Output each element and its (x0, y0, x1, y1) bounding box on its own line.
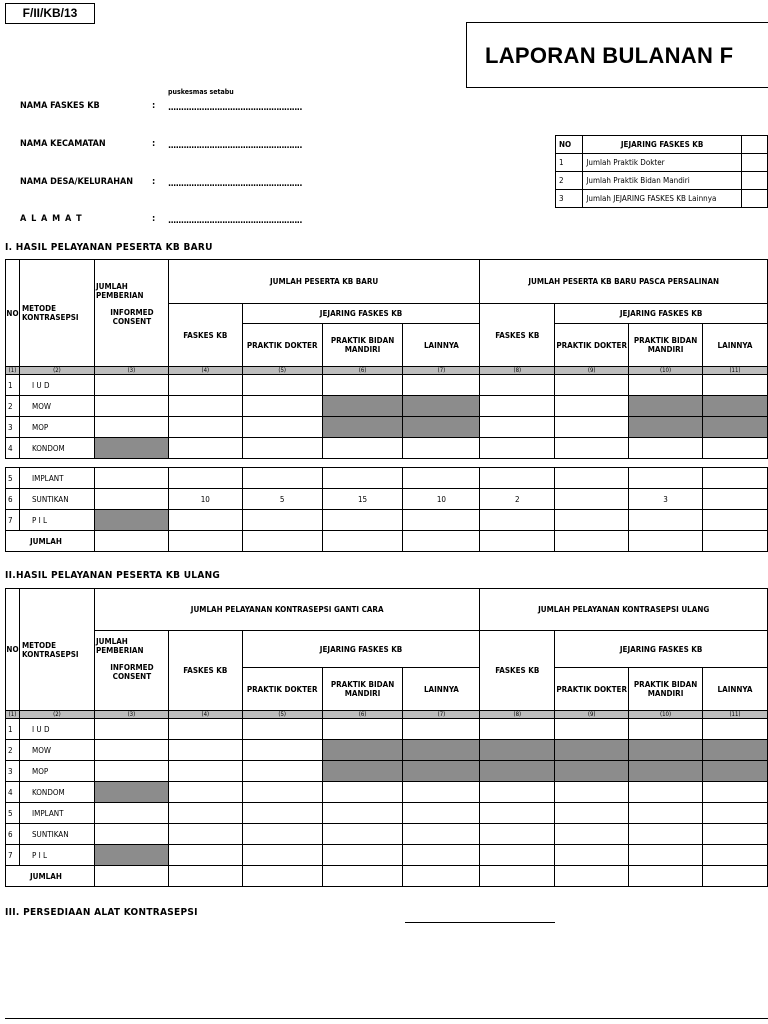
data-cell[interactable] (322, 782, 403, 803)
header-lainnya: LAINNYA (703, 668, 768, 711)
table-row (6, 740, 768, 761)
header-praktik-dokter: PRAKTIK DOKTER (555, 668, 629, 711)
total-cell[interactable] (242, 531, 322, 552)
table-row (6, 761, 768, 782)
row-number: 3 (6, 417, 20, 438)
shaded-cell (94, 782, 168, 803)
row-number: 5 (6, 468, 20, 489)
data-cell[interactable] (629, 824, 703, 845)
total-cell[interactable] (403, 531, 480, 552)
data-cell[interactable] (480, 782, 555, 803)
data-cell[interactable] (242, 803, 322, 824)
header-lainnya: LAINNYA (403, 324, 480, 367)
report-title: LAPORAN BULANAN F (485, 43, 734, 68)
data-cell[interactable] (403, 782, 480, 803)
col-index: (2) (19, 711, 94, 719)
shaded-cell (322, 396, 403, 417)
metode-label: KONDOM (19, 438, 94, 459)
header-praktik-bidan: PRAKTIK BIDAN MANDIRI (322, 324, 403, 367)
data-cell[interactable] (703, 510, 768, 531)
row-number: 3 (6, 761, 20, 782)
col-index: (3) (94, 367, 168, 375)
table-row (6, 375, 768, 396)
jejaring-header-value (741, 136, 767, 154)
data-cell[interactable] (94, 740, 168, 761)
data-cell[interactable] (629, 845, 703, 866)
total-cell[interactable] (403, 866, 480, 887)
sep-colon: : (152, 101, 156, 111)
table-row (6, 782, 768, 803)
table-row (6, 510, 768, 531)
data-cell[interactable] (168, 740, 242, 761)
data-cell[interactable] (480, 824, 555, 845)
sep-colon: : (152, 139, 156, 149)
header-jumlah-pemberian-text: JUMLAH PEMBERIAN (95, 637, 144, 655)
metode-label: SUNTIKAN (19, 824, 94, 845)
gap-cell (6, 459, 768, 468)
data-cell[interactable] (703, 719, 768, 740)
data-cell[interactable] (322, 824, 403, 845)
header-group-pasca: JUMLAH PESERTA KB BARU PASCA PERSALINAN (480, 260, 768, 304)
col-index: (10) (629, 711, 703, 719)
table-row (6, 845, 768, 866)
data-cell[interactable] (94, 824, 168, 845)
row-number: 1 (6, 375, 20, 396)
jejaring-header-label: JEJARING FASKES KB (583, 136, 742, 154)
data-cell[interactable] (703, 803, 768, 824)
next-table-edge (5, 1018, 768, 1019)
shaded-cell (629, 396, 703, 417)
data-cell[interactable] (403, 824, 480, 845)
col-index: (7) (403, 711, 480, 719)
shaded-cell (629, 761, 703, 782)
header-praktik-dokter: PRAKTIK DOKTER (242, 668, 322, 711)
title-box (466, 22, 768, 88)
table-row (6, 803, 768, 824)
data-cell[interactable] (403, 468, 480, 489)
jejaring-label: Jumlah Praktik Bidan Mandiri (583, 172, 742, 190)
row-number: 2 (6, 396, 20, 417)
section1-title: I. HASIL PELAYANAN PESERTA KB BARU (5, 242, 213, 253)
header-praktik-bidan: PRAKTIK BIDAN MANDIRI (629, 668, 703, 711)
data-cell[interactable] (168, 375, 242, 396)
header-jumlah-pemberian (94, 631, 168, 711)
col-index: (4) (168, 711, 242, 719)
header-jejaring: JEJARING FASKES KB (555, 631, 768, 668)
header-faskes: FASKES KB (168, 304, 242, 367)
signature-line (405, 922, 555, 923)
data-cell[interactable] (555, 417, 629, 438)
data-cell[interactable]: 3 (629, 489, 703, 510)
shaded-cell (403, 761, 480, 782)
data-cell[interactable] (322, 510, 403, 531)
data-cell[interactable] (629, 803, 703, 824)
section1-table (5, 259, 768, 552)
data-cell[interactable] (94, 803, 168, 824)
data-cell[interactable] (242, 845, 322, 866)
col-index: (3) (94, 711, 168, 719)
data-cell[interactable] (242, 375, 322, 396)
shaded-cell (322, 761, 403, 782)
table-row (6, 824, 768, 845)
label-nama-desa: NAMA DESA/KELURAHAN (20, 177, 134, 187)
jejaring-label: Jumlah Praktik Dokter (583, 154, 742, 172)
data-cell[interactable] (555, 824, 629, 845)
shaded-cell (629, 740, 703, 761)
data-cell[interactable] (168, 510, 242, 531)
total-cell[interactable] (94, 531, 168, 552)
total-cell[interactable] (629, 531, 703, 552)
header-group-ulang: JUMLAH PELAYANAN KONTRASEPSI ULANG (480, 589, 768, 631)
header-jumlah-pemberian-text: JUMLAH PEMBERIAN (95, 282, 144, 300)
col-index: (6) (322, 367, 403, 375)
data-cell[interactable] (555, 845, 629, 866)
total-cell[interactable] (168, 531, 242, 552)
data-cell[interactable] (242, 417, 322, 438)
data-cell[interactable] (168, 803, 242, 824)
data-cell[interactable] (94, 417, 168, 438)
metode-label: IMPLANT (19, 468, 94, 489)
section2-table (5, 588, 768, 887)
data-cell[interactable] (403, 803, 480, 824)
row-number: 1 (6, 719, 20, 740)
shaded-cell (403, 396, 480, 417)
header-informed-consent: INFORMED CONSENT (110, 308, 154, 326)
metode-label: MOP (19, 417, 94, 438)
metode-label: MOP (19, 761, 94, 782)
jejaring-value-cell[interactable] (741, 154, 767, 172)
sep-colon: : (152, 214, 156, 224)
col-index: (5) (242, 367, 322, 375)
jejaring-header-no: NO (556, 136, 583, 154)
sep-colon: : (152, 177, 156, 187)
alamat-field[interactable]: .................................................... (168, 216, 302, 226)
col-index: (8) (480, 711, 555, 719)
data-cell[interactable] (242, 782, 322, 803)
header-faskes: FASKES KB (480, 631, 555, 711)
total-cell[interactable] (322, 866, 403, 887)
header-informed-consent: INFORMED CONSENT (110, 663, 154, 681)
data-cell[interactable] (555, 438, 629, 459)
total-cell[interactable] (480, 866, 555, 887)
header-lainnya: LAINNYA (403, 668, 480, 711)
jejaring-label: Jumlah JEJARING FASKES KB Lainnya (583, 190, 742, 208)
section3-title: III. PERSEDIAAN ALAT KONTRASEPSI (5, 907, 198, 918)
data-cell[interactable]: 10 (168, 489, 242, 510)
data-cell[interactable] (703, 438, 768, 459)
shaded-cell (703, 417, 768, 438)
shaded-cell (322, 740, 403, 761)
total-row (6, 866, 768, 887)
data-cell[interactable] (242, 761, 322, 782)
table-row (6, 396, 768, 417)
shaded-cell (629, 417, 703, 438)
data-cell[interactable] (480, 510, 555, 531)
total-cell[interactable] (703, 866, 768, 887)
col-index: (5) (242, 711, 322, 719)
data-cell[interactable] (629, 719, 703, 740)
total-cell[interactable] (555, 866, 629, 887)
data-cell[interactable] (242, 824, 322, 845)
header-praktik-dokter: PRAKTIK DOKTER (555, 324, 629, 367)
total-cell[interactable] (94, 866, 168, 887)
data-cell[interactable] (94, 761, 168, 782)
total-cell[interactable] (703, 531, 768, 552)
data-cell[interactable] (242, 719, 322, 740)
data-cell[interactable] (168, 782, 242, 803)
data-cell[interactable] (480, 845, 555, 866)
row-number: 7 (6, 845, 20, 866)
col-index: (11) (703, 711, 768, 719)
faskes-value: puskesmas setabu (168, 88, 234, 96)
total-cell[interactable] (629, 866, 703, 887)
col-index: (9) (555, 711, 629, 719)
data-cell[interactable]: 5 (242, 489, 322, 510)
data-cell[interactable] (480, 438, 555, 459)
col-index: (4) (168, 367, 242, 375)
data-cell[interactable] (555, 468, 629, 489)
data-cell[interactable] (480, 417, 555, 438)
col-index: (1) (6, 711, 20, 719)
shaded-cell (94, 510, 168, 531)
data-cell[interactable] (703, 489, 768, 510)
metode-label: MOW (19, 396, 94, 417)
col-index: (2) (19, 367, 94, 375)
jejaring-no: 3 (556, 190, 583, 208)
data-cell[interactable] (168, 845, 242, 866)
data-cell[interactable] (403, 375, 480, 396)
col-index: (6) (322, 711, 403, 719)
header-group-ganti-cara: JUMLAH PELAYANAN KONTRASEPSI GANTI CARA (94, 589, 479, 631)
data-cell[interactable] (168, 417, 242, 438)
header-jumlah-pemberian (94, 260, 168, 367)
jejaring-no: 2 (556, 172, 583, 190)
row-number: 6 (6, 489, 20, 510)
metode-label: KONDOM (19, 782, 94, 803)
data-cell[interactable] (242, 438, 322, 459)
col-index: (9) (555, 367, 629, 375)
col-index: (7) (403, 367, 480, 375)
table-row (6, 468, 768, 489)
data-cell[interactable] (703, 468, 768, 489)
header-metode: METODE KONTRASEPSI (19, 589, 94, 711)
data-cell[interactable] (94, 719, 168, 740)
jejaring-value-cell[interactable] (741, 190, 767, 208)
shaded-cell (555, 740, 629, 761)
col-index: (1) (6, 367, 20, 375)
data-cell[interactable] (703, 375, 768, 396)
shaded-cell (94, 438, 168, 459)
data-cell[interactable] (629, 375, 703, 396)
data-cell[interactable] (403, 510, 480, 531)
col-index: (8) (480, 367, 555, 375)
data-cell[interactable] (555, 510, 629, 531)
gap-row (6, 459, 768, 468)
table-row (6, 489, 768, 510)
shaded-cell (94, 845, 168, 866)
row-number: 5 (6, 803, 20, 824)
data-cell[interactable] (480, 468, 555, 489)
header-no: NO (6, 589, 20, 711)
data-cell[interactable] (94, 396, 168, 417)
data-cell[interactable] (322, 719, 403, 740)
table-row (6, 438, 768, 459)
metode-label: SUNTIKAN (19, 489, 94, 510)
shaded-cell (703, 396, 768, 417)
row-number: 2 (6, 740, 20, 761)
data-cell[interactable] (242, 468, 322, 489)
col-index: (10) (629, 367, 703, 375)
row-number: 4 (6, 782, 20, 803)
metode-label: IMPLANT (19, 803, 94, 824)
data-cell[interactable] (322, 375, 403, 396)
data-cell[interactable] (242, 396, 322, 417)
total-cell[interactable] (242, 866, 322, 887)
data-cell[interactable] (94, 489, 168, 510)
label-nama-faskes: NAMA FASKES KB (20, 101, 100, 111)
table-row (6, 417, 768, 438)
metode-label: MOW (19, 740, 94, 761)
header-jejaring: JEJARING FASKES KB (242, 631, 480, 668)
data-cell[interactable] (322, 803, 403, 824)
total-cell[interactable] (322, 531, 403, 552)
header-faskes: FASKES KB (480, 304, 555, 367)
col-index: (11) (703, 367, 768, 375)
header-praktik-bidan: PRAKTIK BIDAN MANDIRI (629, 324, 703, 367)
header-lainnya: LAINNYA (703, 324, 768, 367)
jejaring-no: 1 (556, 154, 583, 172)
data-cell[interactable] (403, 845, 480, 866)
row-number: 7 (6, 510, 20, 531)
section2-title: II.HASIL PELAYANAN PESERTA KB ULANG (5, 570, 221, 581)
data-cell[interactable] (703, 782, 768, 803)
data-cell[interactable] (555, 489, 629, 510)
faskes-field[interactable]: .................................................... (168, 103, 302, 113)
header-metode: METODE KONTRASEPSI (19, 260, 94, 367)
data-cell[interactable] (629, 510, 703, 531)
total-label: JUMLAH (6, 531, 95, 552)
shaded-cell (403, 740, 480, 761)
table-row (6, 719, 768, 740)
data-cell[interactable] (168, 824, 242, 845)
data-cell[interactable] (403, 719, 480, 740)
row-number: 6 (6, 824, 20, 845)
total-row (6, 531, 768, 552)
data-cell[interactable] (480, 396, 555, 417)
shaded-cell (480, 761, 555, 782)
data-cell[interactable] (94, 375, 168, 396)
data-cell[interactable] (480, 375, 555, 396)
data-cell[interactable]: 15 (322, 489, 403, 510)
data-cell[interactable] (480, 803, 555, 824)
total-cell[interactable] (168, 866, 242, 887)
data-cell[interactable] (555, 719, 629, 740)
data-cell[interactable] (168, 396, 242, 417)
form-code: F/II/KB/13 (5, 3, 95, 24)
data-cell[interactable] (322, 845, 403, 866)
header-praktik-dokter: PRAKTIK DOKTER (242, 324, 322, 367)
data-cell[interactable] (480, 719, 555, 740)
jejaring-table (555, 135, 768, 208)
shaded-cell (480, 740, 555, 761)
metode-label: P I L (19, 510, 94, 531)
data-cell[interactable] (555, 803, 629, 824)
data-cell[interactable] (168, 468, 242, 489)
data-cell[interactable]: 10 (403, 489, 480, 510)
data-cell[interactable] (703, 845, 768, 866)
total-cell[interactable] (480, 531, 555, 552)
total-cell[interactable] (555, 531, 629, 552)
row-number: 4 (6, 438, 20, 459)
total-label: JUMLAH (6, 866, 95, 887)
metode-label: P I L (19, 845, 94, 866)
data-cell[interactable] (168, 761, 242, 782)
data-cell[interactable] (168, 719, 242, 740)
shaded-cell (703, 761, 768, 782)
shaded-cell (403, 417, 480, 438)
shaded-cell (703, 740, 768, 761)
metode-label: I U D (19, 375, 94, 396)
jejaring-value-cell[interactable] (741, 172, 767, 190)
data-cell[interactable] (629, 438, 703, 459)
shaded-cell (322, 417, 403, 438)
data-cell[interactable] (555, 396, 629, 417)
data-cell[interactable] (703, 824, 768, 845)
data-cell[interactable] (555, 782, 629, 803)
data-cell[interactable] (168, 438, 242, 459)
header-faskes: FASKES KB (168, 631, 242, 711)
header-jejaring: JEJARING FASKES KB (242, 304, 480, 324)
data-cell[interactable] (94, 468, 168, 489)
data-cell[interactable] (555, 375, 629, 396)
header-jejaring: JEJARING FASKES KB (555, 304, 768, 324)
header-group-kb-baru: JUMLAH PESERTA KB BARU (168, 260, 480, 304)
kecamatan-field[interactable]: .................................................... (168, 141, 302, 151)
data-cell[interactable]: 2 (480, 489, 555, 510)
label-nama-kecamatan: NAMA KECAMATAN (20, 139, 106, 149)
metode-label: I U D (19, 719, 94, 740)
data-cell[interactable] (242, 740, 322, 761)
label-alamat: A L A M A T (20, 214, 83, 224)
data-cell[interactable] (629, 782, 703, 803)
data-cell[interactable] (403, 438, 480, 459)
column-index-row (6, 367, 768, 375)
desa-field[interactable]: .................................................... (168, 179, 302, 189)
column-index-row (6, 711, 768, 719)
data-cell[interactable] (629, 468, 703, 489)
data-cell[interactable] (322, 438, 403, 459)
data-cell[interactable] (242, 510, 322, 531)
header-praktik-bidan: PRAKTIK BIDAN MANDIRI (322, 668, 403, 711)
data-cell[interactable] (322, 468, 403, 489)
shaded-cell (555, 761, 629, 782)
header-no: NO (6, 260, 20, 367)
